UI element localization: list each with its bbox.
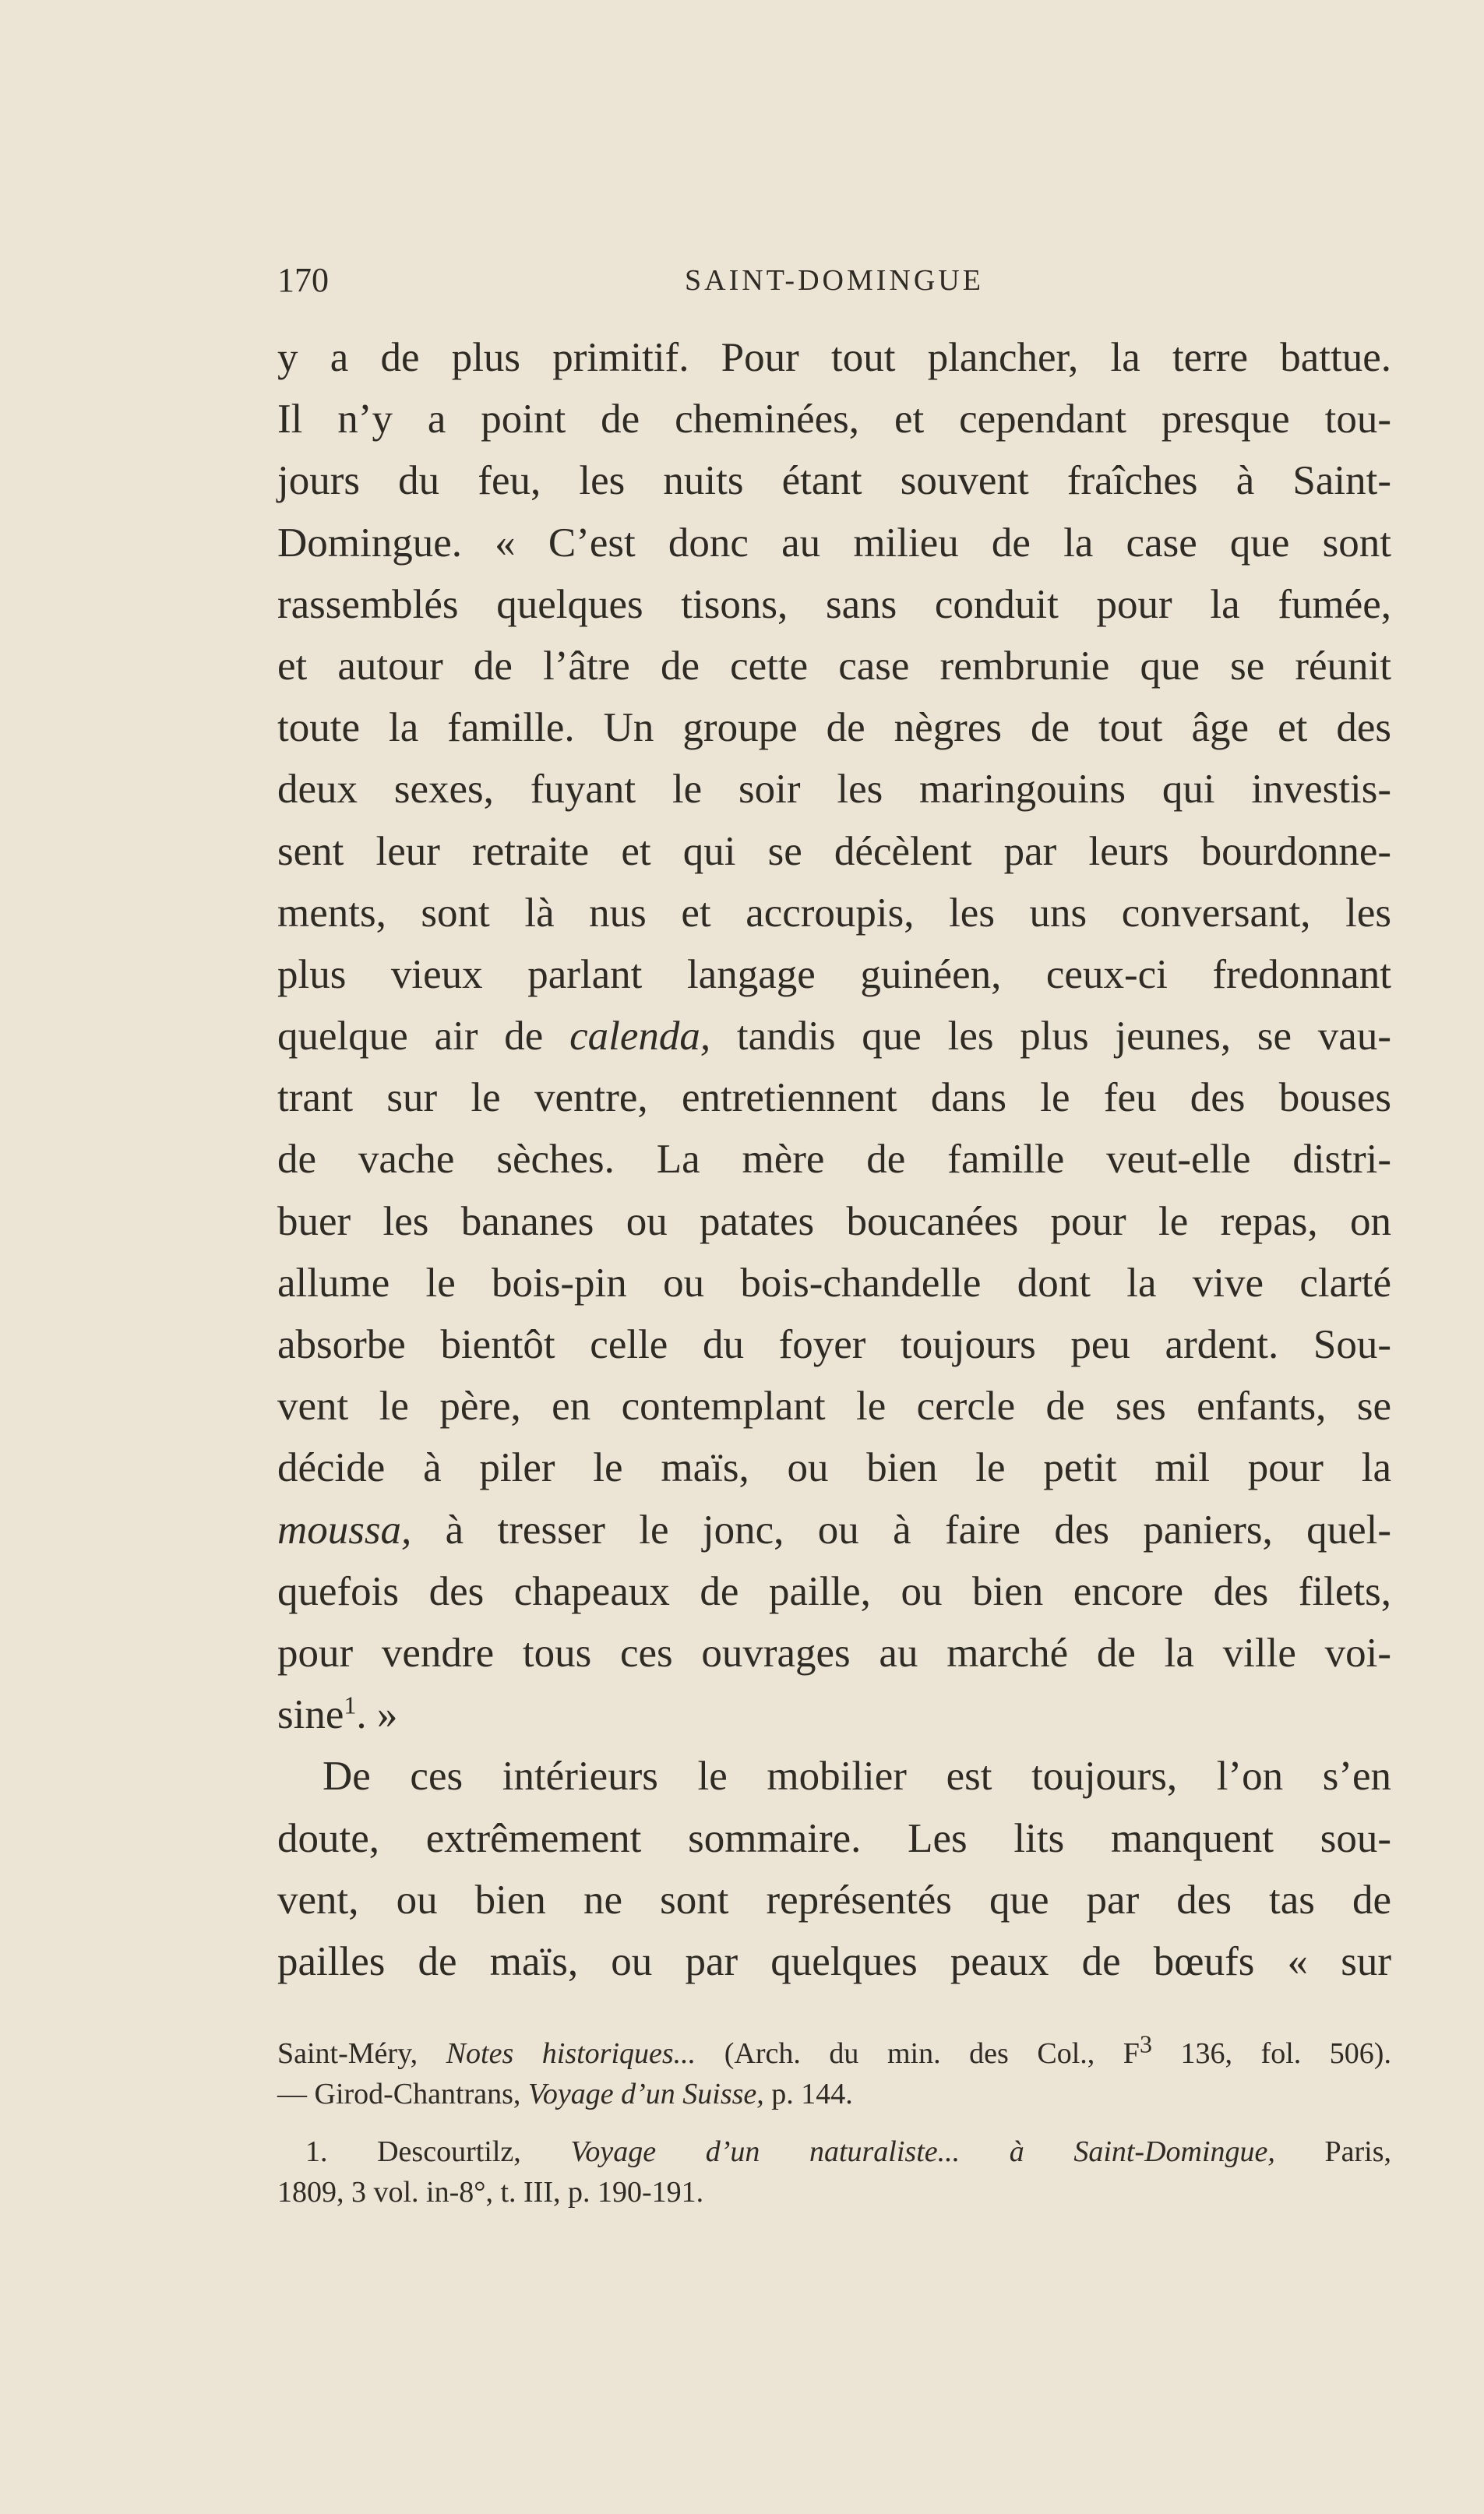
text-line: ments, sont là nus et accroupis, les uns conversant, les <box>277 890 1391 936</box>
text-run: 1. Descourtilz, <box>305 2135 571 2168</box>
text-run: . » <box>356 1692 398 1738</box>
text-line: quefois des chapeaux de paille, ou bien encore des filets, <box>277 1568 1391 1614</box>
footnote-line: 1809, 3 vol. in-8°, t. III, p. 190-191. <box>277 2176 704 2209</box>
text-line: trant sur le ventre, entretiennent dans le feu des bouses <box>277 1075 1391 1121</box>
italic-title: Notes historiques... <box>446 2037 696 2070</box>
text-run: Paris, <box>1274 2135 1392 2168</box>
text-run: à tresser le jonc, ou à faire des paniers, quel- <box>411 1507 1391 1553</box>
text-line: absorbe bientôt celle du foyer toujours peu ardent. Sou- <box>277 1322 1391 1367</box>
footnote-ref: 1 <box>344 1691 357 1719</box>
page-header <box>277 260 1391 307</box>
text-run: tandis que les plus jeunes, se vau- <box>710 1014 1391 1060</box>
text-line: Domingue. « C’est donc au milieu de la case que sont <box>277 520 1391 566</box>
text-run: 136, fol. 506). <box>1151 2037 1391 2070</box>
body-text <box>277 327 1391 1993</box>
footnote-gap <box>277 2114 1391 2131</box>
text-line <box>277 1006 1391 1067</box>
text-line: sent leur retraite et qui se décèlent par leurs bourdonne- <box>277 828 1391 874</box>
footnote-line <box>277 2074 1391 2114</box>
italic-term: moussa, <box>277 1507 412 1553</box>
text-line: pour vendre tous ces ouvrages au marché de la ville voi- <box>277 1630 1391 1676</box>
text-line <box>277 1500 1391 1561</box>
paragraph-start-line: De ces intérieurs le mobilier est toujours, l’on s’en <box>323 1754 1391 1800</box>
text-run: Saint-Méry, <box>277 2037 446 2070</box>
text-line: Il n’y a point de cheminées, et cependant presque tou- <box>277 397 1391 443</box>
footnotes <box>277 2029 1392 2213</box>
text-line: plus vieux parlant langage guinéen, ceux-ci fredonnant <box>277 951 1391 997</box>
text-line: pailles de maïs, ou par quelques peaux de bœufs « sur <box>277 1938 1391 1984</box>
text-line: vent le père, en contemplant le cercle de ses enfants, se <box>277 1384 1391 1430</box>
text-line: allume le bois-pin ou bois-chandelle dont la vive clarté <box>277 1260 1391 1306</box>
text-run: — Girod-Chantrans, <box>277 2078 528 2110</box>
text-line: de vache sèches. La mère de famille veut-elle distri- <box>277 1137 1391 1183</box>
text-line: et autour de l’âtre de cette case rembrunie que se réunit <box>277 643 1391 689</box>
text-line: doute, extrêmement sommaire. Les lits manquent sou- <box>277 1815 1391 1861</box>
text-run: (Arch. du min. des Col., F <box>696 2037 1140 2070</box>
footnote-line <box>277 2029 1391 2074</box>
italic-title: Voyage d’un naturaliste... à Saint-Domingue, <box>570 2135 1275 2168</box>
italic-title: Voyage d’un Suisse, <box>527 2078 764 2110</box>
text-line: buer les bananes ou patates boucanées pour le repas, on <box>277 1198 1391 1244</box>
running-title: SAINT-DOMINGUE <box>685 264 984 297</box>
text-line: deux sexes, fuyant le soir les maringouins qui investis- <box>277 767 1391 813</box>
text-line: vent, ou bien ne sont représentés que par des tas de <box>277 1877 1391 1923</box>
superscript: 3 <box>1139 2029 1152 2058</box>
footnote-line <box>277 2131 1391 2172</box>
text-line: toute la famille. Un groupe de nègres de tout âge et des <box>277 705 1391 751</box>
page-number: 170 <box>277 261 329 299</box>
text-line: jours du feu, les nuits étant souvent fraîches à Saint- <box>277 458 1391 504</box>
text-run: sine <box>277 1692 344 1738</box>
text-run: p. 144. <box>763 2078 853 2110</box>
text-line: rassemblés quelques tisons, sans conduit pour la fumée, <box>277 581 1391 627</box>
text-line <box>277 1684 1391 1746</box>
italic-term: calenda, <box>569 1014 711 1060</box>
text-line: décide à piler le maïs, ou bien le petit mil pour la <box>277 1445 1391 1491</box>
text-line: y a de plus primitif. Pour tout plancher, la terre battue. <box>277 335 1391 380</box>
text-run: quelque air de <box>277 1014 570 1060</box>
